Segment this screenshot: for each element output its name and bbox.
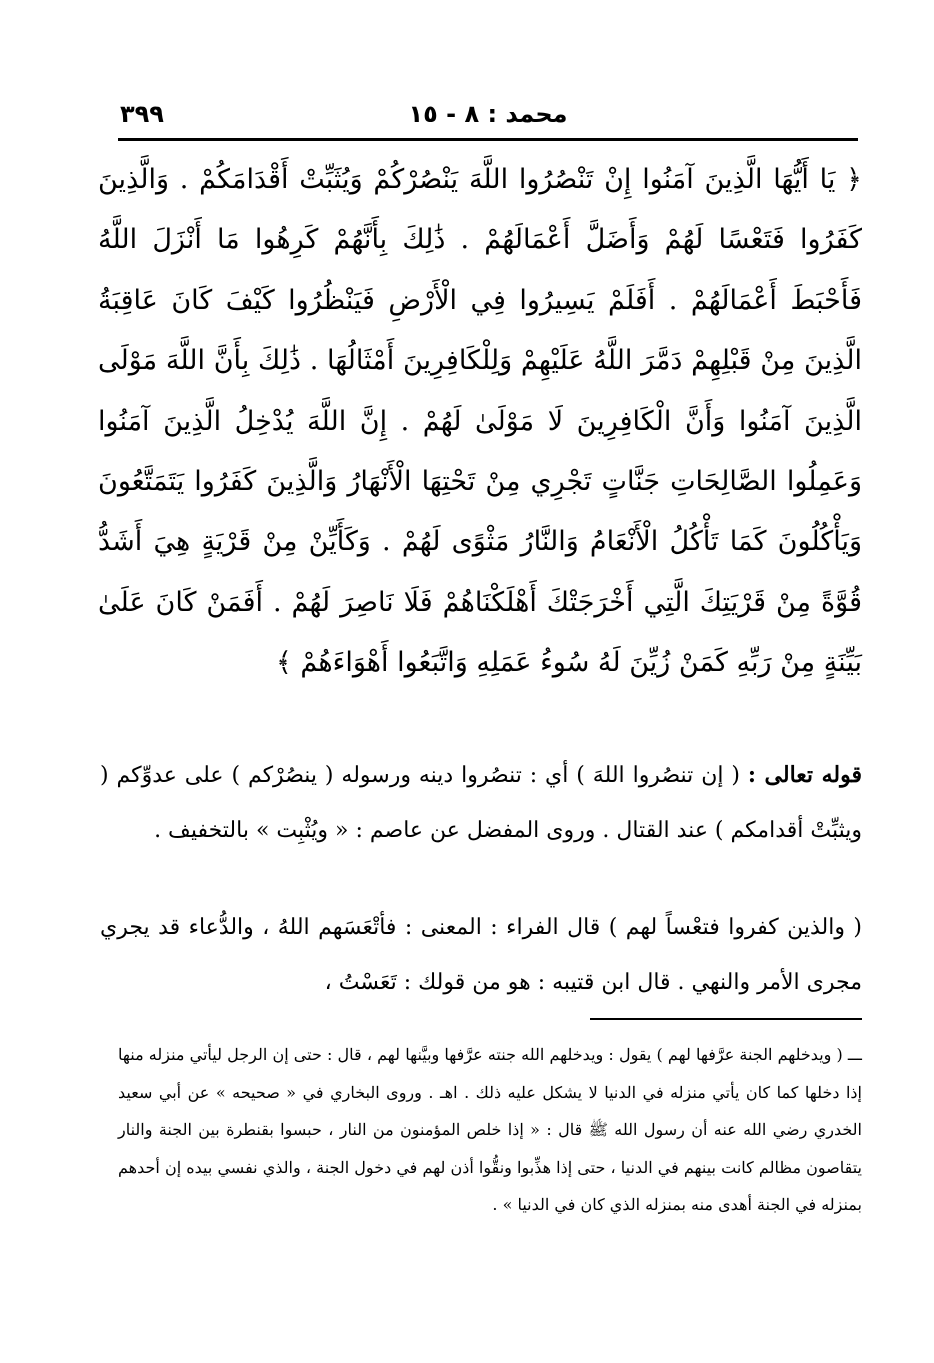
tafsir-paragraph-2-lead: ( والذين كفروا فتعْساً لهم ) [608, 915, 862, 940]
running-head: محمد : ٨ - ١٥ [408, 100, 568, 128]
quran-passage: ﴿ يَا أَيُّهَا الَّذِينَ آمَنُوا إِنْ تَنْصُرُوا اللَّهَ يَنْصُرْكُمْ وَيُثَبِّتْ أَقْدَامَكُمْ . وَالَّذِينَ كَفَرُوا فَتَعْسًا لَهُمْ وَأَضَلَّ أَعْمَالَهُمْ . ذَٰلِكَ بِأَنَّهُمْ كَرِهُوا مَا أَنْزَلَ اللَّهُ فَأَحْبَطَ أَعْمَالَهُمْ . أَفَلَمْ يَسِيرُوا فِي الْأَرْضِ فَيَنْظُرُوا كَيْفَ كَانَ عَاقِبَةُ الَّذِينَ مِنْ قَبْلِهِمْ دَمَّرَ اللَّهُ عَلَيْهِمْ وَلِلْكَافِرِينَ أَمْثَالُهَا . ذَٰلِكَ بِأَنَّ اللَّهَ مَوْلَى الَّذِينَ آمَنُوا وَأَنَّ الْكَافِرِينَ لَا مَوْلَىٰ لَهُمْ . إِنَّ اللَّهَ يُدْخِلُ الَّذِينَ آمَنُوا وَعَمِلُوا الصَّالِحَاتِ جَنَّاتٍ تَجْرِي مِنْ تَحْتِهَا الْأَنْهَارُ وَالَّذِينَ كَفَرُوا يَتَمَتَّعُونَ وَيَأْكُلُونَ كَمَا تَأْكُلُ الْأَنْعَامُ وَالنَّارُ مَثْوًى لَهُمْ . وَكَأَيِّنْ مِنْ قَرْيَةٍ هِيَ أَشَدُّ قُوَّةً مِنْ قَرْيَتِكَ الَّتِي أَخْرَجَتْكَ أَهْلَكْنَاهُمْ فَلَا نَاصِرَ لَهُمْ . أَفَمَنْ كَانَ عَلَىٰ بَيِّنَةٍ مِنْ رَبِّهِ كَمَنْ زُيِّنَ لَهُ سُوءُ عَمَلِهِ وَاتَّبَعُوا أَهْوَاءَهُمْ ﴾ [98, 164, 862, 679]
footnote-rule [590, 1018, 862, 1020]
header-rule [118, 138, 858, 141]
page-number: ٣٩٩ [120, 100, 164, 128]
tafsir-paragraph-1 [100, 748, 862, 858]
footnote: ـــ ( ويدخلهم الجنة عرَّفها لهم ) يقول : ويدخلهم الله جنته عرَّفها وبيَّنها لهم ، قال : حتى إن الرجل ليأتي منزله منها إذا دخلها كما كان يأتي منزله في الدنيا لا يشكل عليه ذلك . اهـ . وروى البخاري في « صحيحه » عن أبي سعيد الخدري رضي الله عنه أن رسول الله ﷺ قال : « إذا خلص المؤمنون من النار ، حبسوا بقنطرة بين الجنة والنار يتقاصون مظالم كانت بينهم في الدنيا ، حتى إذا هذِّبوا ونقُّوا أذن لهم في دخول الجنة ، والذي نفسي بيده إن أحدهم بمنزله في الجنة أهدى منه بمنزله الذي كان في الدنيا » . [118, 1045, 862, 1214]
tafsir-paragraph-2 [100, 900, 862, 1010]
tafsir-paragraph-1-body: ( إن تنصُروا اللهَ ) أي : تنصُروا دينه ورسوله ( ينصُرْكم ) على عدوِّكم ( ويثبِّتْ أقدامكم ) عند القتال . وروى المفضل عن عاصم : « ويُثْبِت » بالتخفيف . [100, 763, 862, 843]
page-header [120, 100, 856, 140]
tafsir-paragraph-1-lead: قوله تعالى : [747, 762, 862, 788]
tafsir-paragraph-2-body: قال الفراء : المعنى : فأتْعَسَهم اللهُ ، والدُّعاء قد يجري مجرى الأمر والنهي . قال ابن قتيبه : هو من قولك : تَعَسْتُ ، [100, 915, 862, 995]
